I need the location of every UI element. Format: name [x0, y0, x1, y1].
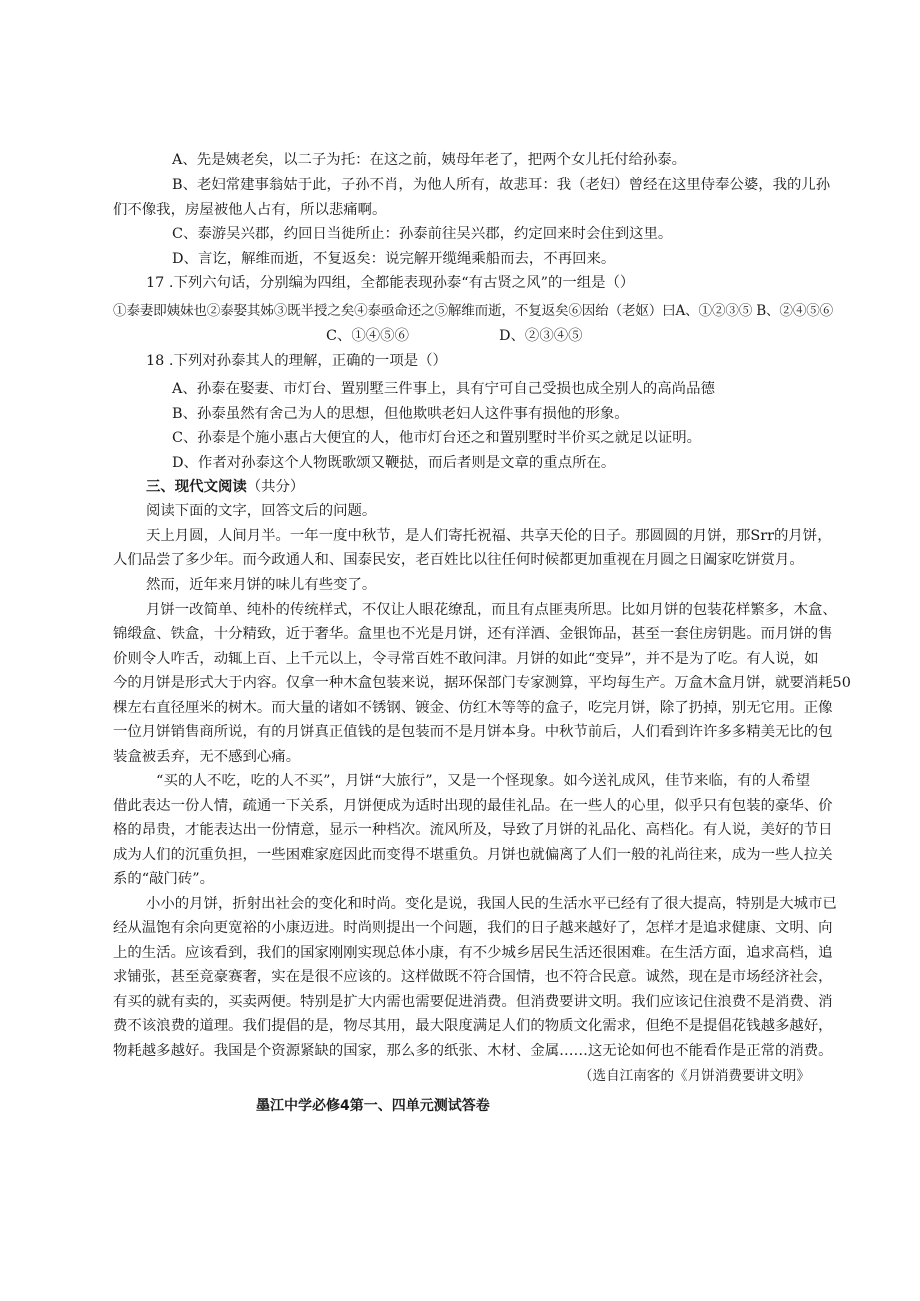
q18-option-d: D、作者对孙泰这个人物既歌颂又鞭挞，而后者则是文章的重点所在。: [172, 455, 616, 471]
passage-line: 今的月饼是形式大于内容。仅拿一种木盒包装来说，据环保部门专家测算，平均每生产。万盒木盒月饼，就要消耗50: [113, 675, 851, 691]
passage-line: 经从温饱有余向更宽裕的小康迈进。时尚则提出一个问题，我们的日子越来越好了，怎样才是追求健康、文明、向: [113, 920, 833, 936]
q16-option-c: C、泰游吴兴郡，约回日当徙所止：孙泰前往吴兴郡，约定回来时会住到这里。: [172, 226, 673, 242]
passage-line: 求铺张，甚至竞豪赛奢，实在是很不应该的。这样做既不符合国情，也不符合民意。诚然，现在是市场经济社会，: [113, 969, 833, 985]
q18-option-b: B、孙泰虽然有舍己为人的思想，但他欺哄老妇人这件事有损他的形象。: [172, 406, 629, 422]
q17-option-d: D、②③④⑤: [499, 328, 583, 344]
passage-line: 物耗越多越好。我国是个资源紧缺的国家，那么多的纸张、木材、金属……这无论如何也不能看作是正常的消费。: [113, 1043, 833, 1059]
passage-line: 系的“敲门砖”。: [113, 871, 215, 887]
passage-line: 天上月圆，人间月半。一年一度中秋节，是人们寄托祝福、共享天伦的日子。那圆圆的月饼，那Srr的月饼，: [146, 528, 832, 544]
passage-line: 锦缎盒、铁盒，十分精致，近于奢华。盒里也不光是月饼，还有洋酒、金银饰品，甚至一套住房钥匙。而月饼的售: [113, 626, 833, 642]
passage-line: 然而，近年来月饼的味儿有些变了。: [146, 577, 377, 593]
passage-line: 有买的就有卖的，买卖两便。特别是扩大内需也需要促进消费。但消费要讲文明。我们应该记住浪费不是消费、消: [113, 994, 833, 1010]
passage-line: 小小的月饼，折射出社会的变化和时尚。变化是说，我国人民的生活水平已经有了很大提高，特别是大城市已: [146, 896, 837, 912]
section-heading: [146, 477, 304, 497]
q16-option-d: D、言讫，解维而逝，不复返矣：说完解开缆绳乘船而去，不再回来。: [172, 251, 616, 267]
q17-option-c: C、①④⑤⑥: [326, 328, 409, 344]
q17-items: ①泰妻即姨妹也②泰娶其姊③既半授之矣④泰亟命还之⑤解维而逝，不复返矣⑥因绐（老妪）曰A、①②③⑤ B、②④⑤⑥: [113, 303, 833, 319]
q18-stem: 18 .下列对孙泰其人的理解，正确的一项是（）: [146, 353, 447, 369]
q16-option-b-cont: 们不像我，房屋被他人占有，所以悲痛啊。: [113, 202, 387, 218]
q17-stem: 17 .下列六句话，分别编为四组，全都能表现孙泰“有古贤之风”的一组是（）: [146, 275, 635, 291]
section-instruction: 阅读下面的文字，回答文后的问题。: [146, 503, 377, 519]
answer-sheet-title: 墨江中学必修4第一、四单元测试答卷: [256, 1098, 490, 1114]
passage-line: 成为人们的沉重负担，一些困难家庭因此而变得不堪重负。月饼也就偏离了人们一般的礼尚往来，成为一些人拉关: [113, 847, 833, 863]
passage-line: 人们品尝了多少年。而今政通人和、国泰民安，老百姓比以往任何时候都更加重视在月圆之日阖家吃饼赏月。: [113, 552, 804, 568]
passage-line: 费不该浪费的道理。我们提倡的是，物尽其用，最大限度满足人们的物质文化需求，但绝不是提倡花钱越多越好，: [113, 1018, 833, 1034]
passage-line: 装盒被丢弃，无不感到心痛。: [113, 749, 301, 765]
passage-line: 上的生活。应该看到，我们的国家刚刚实现总体小康，有不少城乡居民生活还很困难。在生活方面，追求高档，追: [113, 945, 833, 961]
q18-option-c: C、孙泰是个施小惠占大便宜的人，他市灯台还之和置别墅时半价买之就足以证明。: [172, 430, 702, 446]
passage-source: （选自江南客的《月饼消费要讲文明》: [578, 1068, 810, 1084]
section-heading-title: 三、现代文阅读: [146, 479, 247, 495]
passage-line: 价则令人咋舌，动辄上百、上千元以上，令寻常百姓不敢问津。月饼的如此“变异”，并不是为了吃。有人说，如: [113, 651, 819, 667]
passage-line: 借此表达一份人情，疏通一下关系，月饼便成为适时出现的最佳礼品。在一些人的心里，似乎只有包装的豪华、价: [113, 798, 833, 814]
passage-line: “买的人不吃，吃的人不买”，月饼“大旅行”，又是一个怪现象。如今送礼成风，佳节来临，有的人希望: [156, 773, 810, 789]
passage-line: 一位月饼销售商所说，有的月饼真正值钱的是包装而不是月饼本身。中秋节前后，人们看到许许多多精美无比的包: [113, 724, 833, 740]
q16-option-a: A、先是姨老矣，以二子为托：在这之前，姨母年老了，把两个女儿托付给孙泰。: [172, 152, 687, 168]
passage-line: 格的昂贵，才能表达出一份情意，显示一种档次。流风所及，导致了月饼的礼品化、高档化。有人说，美好的节日: [113, 822, 833, 838]
passage-line: 月饼一改简单、纯朴的传统样式，不仅让人眼花缭乱，而且有点匪夷所思。比如月饼的包装花样繁多，木盒、: [146, 602, 837, 618]
section-heading-score: （共分）: [246, 479, 305, 495]
q16-option-b: B、老妇常建事翁姑于此，子孙不肖，为他人所有，故悲耳：我（老妇）曾经在这里侍奉公婆，我的儿孙: [172, 177, 831, 193]
passage-line: 棵左右直径厘米的树木。而大量的诸如不锈钢、镀金、仿红木等等的盒子，吃完月饼，除了扔掉，别无它用。正像: [113, 700, 833, 716]
q18-option-a: A、孙泰在娶妻、市灯台、置别墅三件事上，具有宁可自己受损也成全别人的高尚品德: [172, 381, 715, 397]
